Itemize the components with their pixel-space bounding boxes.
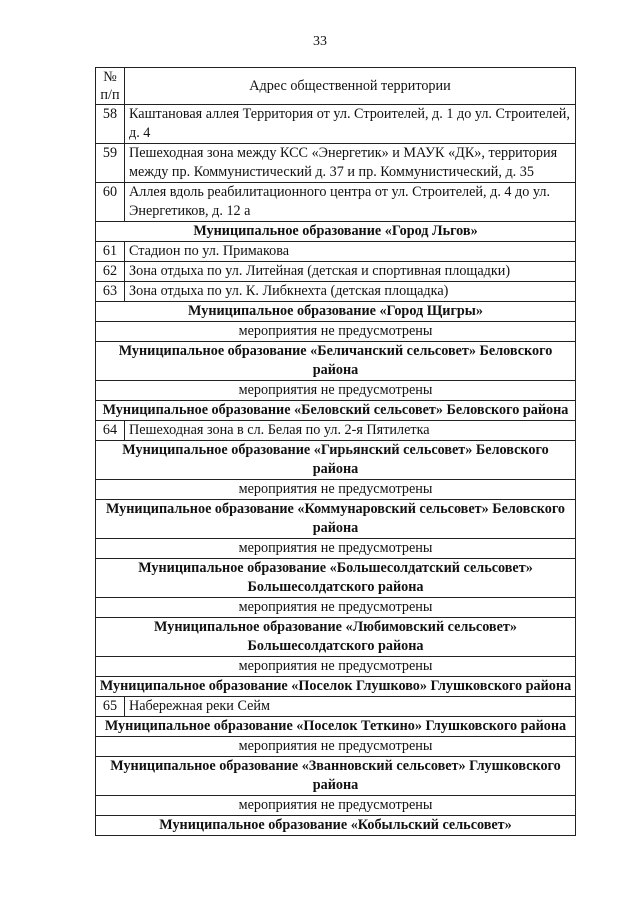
municipality-heading-row bbox=[96, 618, 576, 657]
row-address: Зона отдыха по ул. Литейная (детская и спортивная площадки) bbox=[125, 262, 576, 282]
municipality-heading-row bbox=[96, 757, 576, 796]
no-measures-row bbox=[96, 381, 576, 401]
header-number-line1: № bbox=[103, 69, 117, 85]
no-measures-note: мероприятия не предусмотрены bbox=[96, 796, 576, 816]
no-measures-note: мероприятия не предусмотрены bbox=[96, 598, 576, 618]
table-row bbox=[96, 282, 576, 302]
table-row bbox=[96, 421, 576, 441]
no-measures-row bbox=[96, 539, 576, 559]
row-address: Каштановая аллея Территория от ул. Строителей, д. 1 до ул. Строителей, д. 4 bbox=[125, 105, 576, 144]
row-address: Пешеходная зона в сл. Белая по ул. 2-я Пятилетка bbox=[125, 421, 576, 441]
row-address: Зона отдыха по ул. К. Либкнехта (детская площадка) bbox=[125, 282, 576, 302]
no-measures-row bbox=[96, 598, 576, 618]
table-header-row bbox=[96, 68, 576, 105]
row-address: Пешеходная зона между КСС «Энергетик» и МАУК «ДК», территория между пр. Коммунистический д. 37 и пр. Коммунистический, д. 35 bbox=[125, 144, 576, 183]
municipality-heading-row bbox=[96, 401, 576, 421]
table-row bbox=[96, 242, 576, 262]
municipality-heading: Муниципальное образование «Поселок Глушково» Глушковского района bbox=[96, 677, 576, 697]
municipality-heading-row bbox=[96, 302, 576, 322]
no-measures-note: мероприятия не предусмотрены bbox=[96, 322, 576, 342]
municipality-heading: Муниципальное образование «Коммунаровский сельсовет» Беловского района bbox=[96, 500, 576, 539]
municipality-heading: Муниципальное образование «Званновский сельсовет» Глушковского района bbox=[96, 757, 576, 796]
municipality-heading-row bbox=[96, 222, 576, 242]
municipality-heading: Муниципальное образование «Гирьянский сельсовет» Беловского района bbox=[96, 441, 576, 480]
table-row bbox=[96, 105, 576, 144]
municipality-heading-row bbox=[96, 677, 576, 697]
row-number: 62 bbox=[96, 262, 125, 282]
municipality-heading: Муниципальное образование «Город Льгов» bbox=[96, 222, 576, 242]
municipality-heading-row bbox=[96, 342, 576, 381]
no-measures-note: мероприятия не предусмотрены bbox=[96, 657, 576, 677]
row-number: 65 bbox=[96, 697, 125, 717]
municipality-heading-row bbox=[96, 816, 576, 836]
municipality-heading: Муниципальное образование «Любимовский сельсовет» Большесолдатского района bbox=[96, 618, 576, 657]
row-number: 60 bbox=[96, 183, 125, 222]
no-measures-row bbox=[96, 796, 576, 816]
no-measures-note: мероприятия не предусмотрены bbox=[96, 539, 576, 559]
row-number: 58 bbox=[96, 105, 125, 144]
no-measures-row bbox=[96, 737, 576, 757]
table-body bbox=[96, 105, 576, 836]
municipality-heading: Муниципальное образование «Город Щигры» bbox=[96, 302, 576, 322]
row-number: 61 bbox=[96, 242, 125, 262]
table-row bbox=[96, 183, 576, 222]
row-address: Стадион по ул. Примакова bbox=[125, 242, 576, 262]
page-number: 33 bbox=[313, 34, 327, 49]
municipality-heading: Муниципальное образование «Беличанский сельсовет» Беловского района bbox=[96, 342, 576, 381]
municipality-heading: Муниципальное образование «Поселок Теткино» Глушковского района bbox=[96, 717, 576, 737]
no-measures-note: мероприятия не предусмотрены bbox=[96, 737, 576, 757]
row-number: 64 bbox=[96, 421, 125, 441]
territories-table bbox=[95, 67, 576, 836]
no-measures-row bbox=[96, 480, 576, 500]
no-measures-row bbox=[96, 322, 576, 342]
municipality-heading-row bbox=[96, 500, 576, 539]
header-number-cell bbox=[96, 68, 125, 105]
row-address: Набережная реки Сейм bbox=[125, 697, 576, 717]
no-measures-note: мероприятия не предусмотрены bbox=[96, 480, 576, 500]
table-row bbox=[96, 144, 576, 183]
row-number: 59 bbox=[96, 144, 125, 183]
row-address: Аллея вдоль реабилитационного центра от ул. Строителей, д. 4 до ул. Энергетиков, д. 12 а bbox=[125, 183, 576, 222]
municipality-heading-row bbox=[96, 441, 576, 480]
municipality-heading-row bbox=[96, 717, 576, 737]
no-measures-row bbox=[96, 657, 576, 677]
municipality-heading-row bbox=[96, 559, 576, 598]
municipality-heading: Муниципальное образование «Большесолдатский сельсовет» Большесолдатского района bbox=[96, 559, 576, 598]
municipality-heading: Муниципальное образование «Кобыльский сельсовет» bbox=[96, 816, 576, 836]
row-number: 63 bbox=[96, 282, 125, 302]
table-row bbox=[96, 697, 576, 717]
header-number-line2: п/п bbox=[100, 87, 120, 103]
header-address-cell: Адрес общественной территории bbox=[125, 68, 576, 105]
no-measures-note: мероприятия не предусмотрены bbox=[96, 381, 576, 401]
table-row bbox=[96, 262, 576, 282]
municipality-heading: Муниципальное образование «Беловский сельсовет» Беловского района bbox=[96, 401, 576, 421]
